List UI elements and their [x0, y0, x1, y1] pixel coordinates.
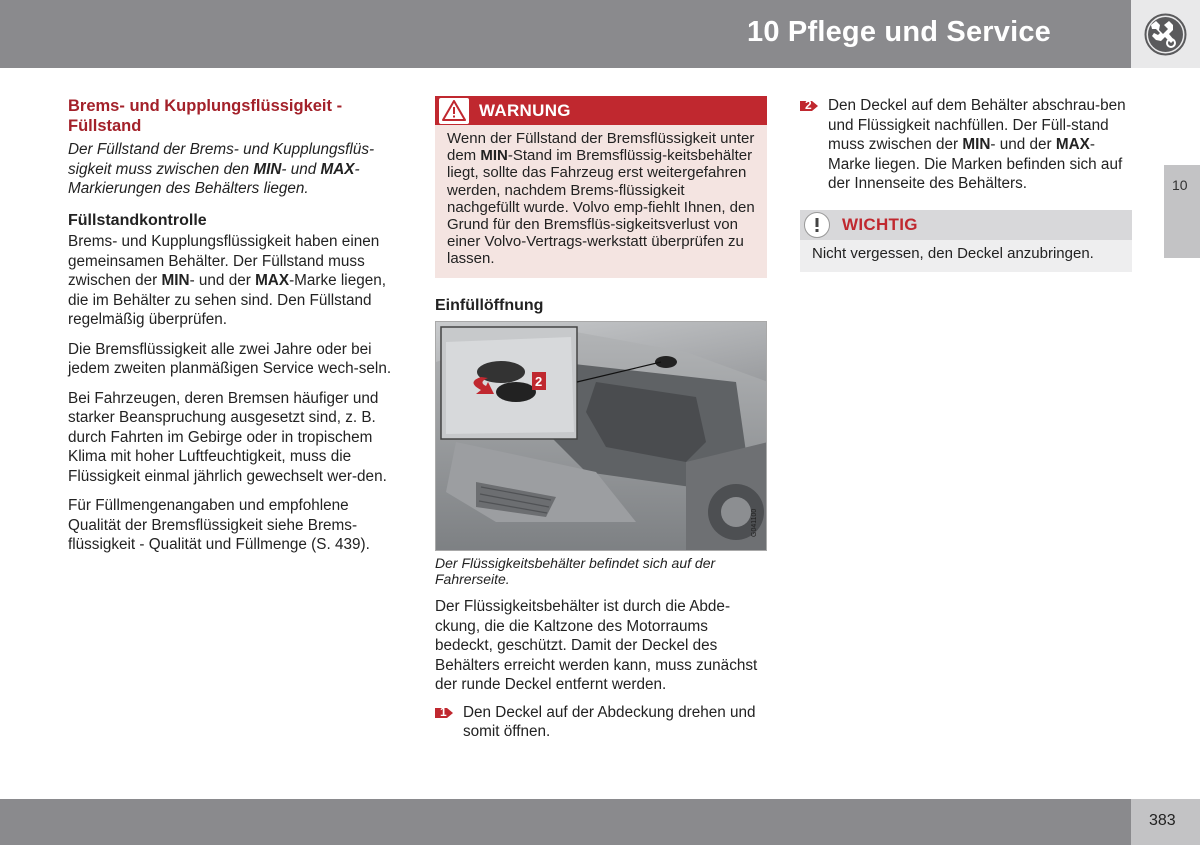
engine-bay-illustration — [435, 321, 767, 551]
chapter-icon-box — [1131, 0, 1200, 68]
callout-number: 2 — [535, 374, 543, 390]
subheading-level-check: Füllstandkontrolle — [68, 211, 207, 229]
header-bar — [0, 0, 1131, 68]
engine-bay-drawing — [436, 322, 767, 551]
column-middle — [435, 96, 767, 742]
image-caption: Der Flüssigkeitsbehälter befindet sich auf der Fahrerseite. — [435, 555, 716, 588]
paragraph: Brems- und Kupplungsflüssigkeit haben einen gemeinsamen Behälter. Der Füllstand muss zwischen der MIN- und der MAX-Marke liegen, die im Behälter zu sehen sind. Den Füllstand regelmäßig überprüfen. — [68, 233, 386, 328]
exclamation-icon — [804, 212, 830, 238]
warning-header — [435, 96, 767, 125]
step-number-icon: 2 — [800, 97, 818, 115]
column-left — [68, 96, 398, 565]
chapter-side-tab[interactable] — [1164, 165, 1200, 258]
chapter-title: 10 Pflege und Service — [747, 16, 1051, 48]
subheading-filler-opening: Einfüllöffnung — [435, 296, 544, 314]
section-title: Brems- und Kupplungsflüssigkeit - Füllstand — [68, 97, 343, 135]
warning-triangle-icon — [439, 98, 469, 124]
important-label: WICHTIG — [842, 214, 918, 234]
step-text: Den Deckel auf der Abdeckung drehen und somit öffnen. — [463, 703, 756, 741]
step-2 — [800, 96, 1132, 194]
page-number: 383 — [1149, 812, 1176, 829]
important-header — [800, 210, 1132, 240]
paragraph-cross-reference: Für Füllmengenangaben und empfohlene Qualität der Bremsflüssigkeit siehe Brems-flüssigkeit - Qualität und Füllmenge (S. 439). — [68, 497, 370, 553]
important-text: Nicht vergessen, den Deckel anzubringen. — [812, 244, 1094, 262]
chapter-side-tab-label: 10 — [1172, 177, 1188, 193]
column-right — [800, 96, 1132, 272]
paragraph: Bei Fahrzeugen, deren Bremsen häufiger und starker Beanspruchung ausgesetzt sind, z. B. durch Fahrten im Gebirge oder in tropischem Klima mit hoher Luftfeuchtigkeit, muss die Flüssigkeit einmal jährlich gewechselt wer-den. — [68, 389, 387, 485]
step-number-icon: 1 — [435, 704, 453, 722]
image-code: G041100 — [751, 508, 758, 538]
important-box — [800, 210, 1132, 272]
section-intro: Der Füllstand der Brems- und Kupplungsflüs-sigkeit muss zwischen den MIN- und MAX-Markierungen des Behälters liegen. — [68, 141, 375, 197]
step-text: Den Deckel auf dem Behälter abschrau-ben und Flüssigkeit nachfüllen. Der Füll-stand muss zwischen der MIN- und der MAX-Marke liegen. Die Marken befinden sich auf der Innenseite des Behälters. — [828, 97, 1126, 192]
step-1 — [435, 703, 767, 742]
paragraph: Die Bremsflüssigkeit alle zwei Jahre oder bei jedem zweiten planmäßigen Service wech-seln. — [68, 340, 392, 377]
footer-bar — [0, 799, 1131, 845]
warning-text: Wenn der Füllstand der Bremsflüssigkeit unter dem MIN-Stand im Bremsflüssig-keitsbehälter liegt, sollte das Fahrzeug erst weitergefahren werden, nachdem Brems-flüssigkeit nachgefüllt wurde. Volvo emp-fiehlt Ihnen, den Grund für den Bremsflüs-sigkeitsverlust von einer Volvo-Vertrags-werkstatt überprüfen zu lassen. — [447, 130, 755, 268]
warning-box — [435, 96, 767, 278]
wrench-gear-icon — [1144, 13, 1187, 56]
page-number-box — [1131, 799, 1200, 845]
warning-label: WARNUNG — [479, 100, 571, 120]
paragraph: Der Flüssigkeitsbehälter ist durch die Abde-ckung, die die Kaltzone des Motorraums bedeckt, geschützt. Damit der Deckel des Behälters erreicht werden kann, muss zunächst der runde Deckel entfernt werden. — [435, 598, 758, 694]
